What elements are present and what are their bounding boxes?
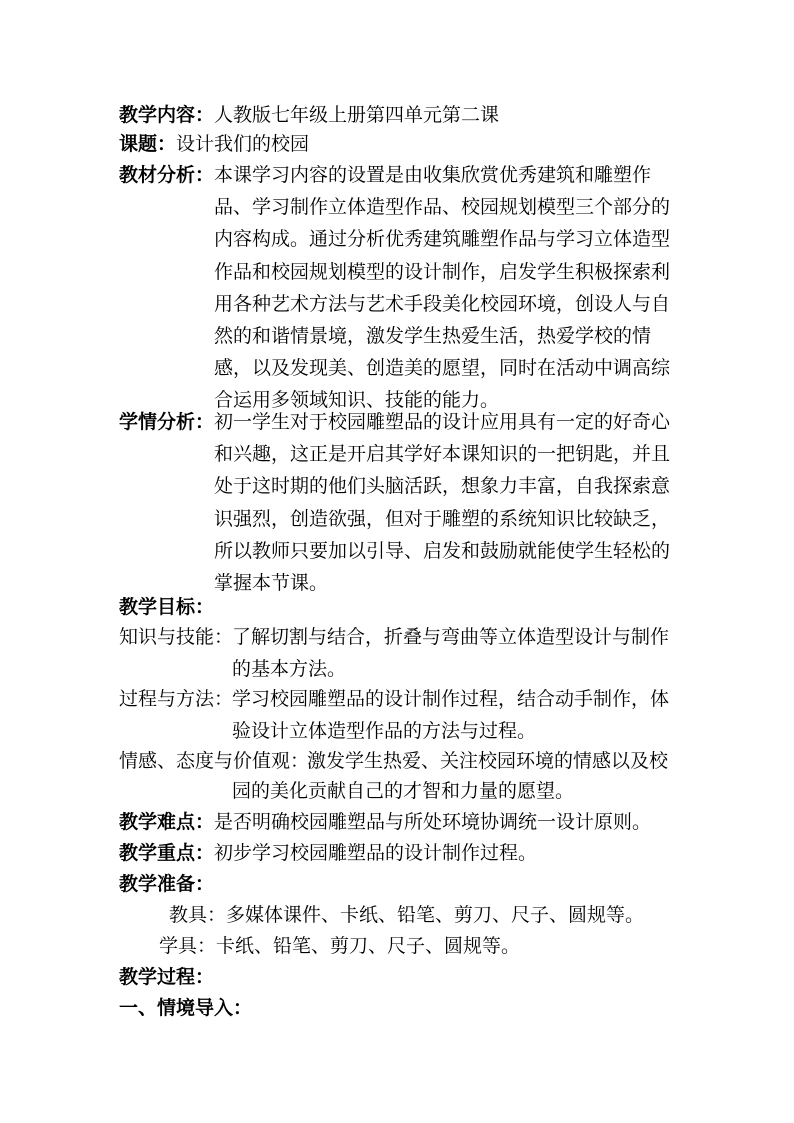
goals-heading: 教学目标： (119, 596, 215, 618)
process-label: 过程与方法： (119, 688, 234, 710)
material-analysis-text (214, 159, 684, 417)
material-analysis-line: 合运用多领域知识、技能的能力。 (214, 389, 500, 412)
process-line: 学习校园雕塑品的设计制作过程，结合动手制作，体 (232, 688, 670, 710)
student-analysis-text (214, 406, 684, 599)
student-analysis-line: 掌握本节课。 (214, 571, 329, 594)
student-tools: 学具：卡纸、铅笔、剪刀、尺子、圆规等。 (159, 935, 521, 957)
student-analysis-line: 处于这时期的他们头脑活跃，想象力丰富，自我探索意 (214, 475, 671, 498)
difficulty-value: 是否明确校园雕塑品与所处环境协调统一设计原则。 (214, 811, 652, 833)
student-analysis-label: 学情分析： (119, 411, 215, 433)
section-heading: 一、情境导入： (119, 997, 253, 1019)
key-point-value: 初步学习校园雕塑品的设计制作过程。 (214, 842, 538, 864)
material-analysis-line: 然的和谐情景境，激发学生热爱生活，热爱学校的情 (214, 324, 652, 347)
process-text (232, 683, 702, 747)
knowledge-label: 知识与技能： (119, 626, 234, 648)
material-analysis-line: 作品和校园规划模型的设计制作，启发学生积极探索利 (214, 260, 671, 283)
material-analysis-line: 内容构成。通过分析优秀建筑雕塑作品与学习立体造型 (214, 228, 671, 251)
topic-label: 课题： (119, 133, 177, 155)
material-analysis-line: 用各种艺术方法与艺术手段美化校园环境，创设人与自 (214, 292, 671, 315)
student-analysis-line: 识强烈，创造欲强，但对于雕塑的系统知识比较缺乏， (214, 507, 671, 530)
process-line: 验设计立体造型作品的方法与过程。 (232, 720, 537, 743)
difficulty-label: 教学难点： (119, 811, 215, 833)
knowledge-line: 了解切割与结合，折叠与弯曲等立体造型设计与制作 (232, 626, 670, 648)
material-analysis-line: 品、学习制作立体造型作品、校园规划模型三个部分的 (214, 196, 671, 219)
preparation-heading: 教学准备： (119, 873, 215, 895)
difficulty-row (119, 808, 651, 836)
key-point-label: 教学重点： (119, 842, 215, 864)
key-point-row (119, 839, 537, 867)
emotion-label: 情感、态度与价值观： (119, 750, 310, 772)
content-label: 教学内容： (119, 104, 215, 126)
student-analysis-line: 和兴趣，这正是开启其学好本课知识的一把钥匙，并且 (214, 443, 671, 466)
material-analysis-label: 教材分析： (119, 164, 215, 186)
knowledge-line: 的基本方法。 (232, 658, 347, 681)
student-analysis-line: 初一学生对于校园雕塑品的设计应用具有一定的好奇心 (214, 411, 671, 433)
material-analysis-line: 感，以及发现美、创造美的愿望，同时在活动中调高综 (214, 357, 671, 380)
process-heading: 教学过程： (119, 966, 215, 988)
emotion-line: 园的美化贡献自己的才智和力量的愿望。 (232, 780, 575, 802)
content-row (119, 101, 499, 129)
topic-row (119, 130, 309, 158)
student-analysis-line: 所以教师只要加以引导、启发和鼓励就能使学生轻松的 (214, 539, 671, 562)
teacher-tools: 教具：多媒体课件、卡纸、铅笔、剪刀、尺子、圆规等。 (169, 904, 645, 926)
emotion-text (307, 745, 667, 777)
emotion-line: 激发学生热爱、关注校园环境的情感以及校 (307, 750, 669, 772)
content-value: 人教版七年级上册第四单元第二课 (214, 104, 500, 126)
material-analysis-line: 本课学习内容的设置是由收集欣赏优秀建筑和雕塑作 (214, 164, 652, 186)
knowledge-text (232, 621, 702, 685)
topic-value: 设计我们的校园 (176, 133, 310, 155)
